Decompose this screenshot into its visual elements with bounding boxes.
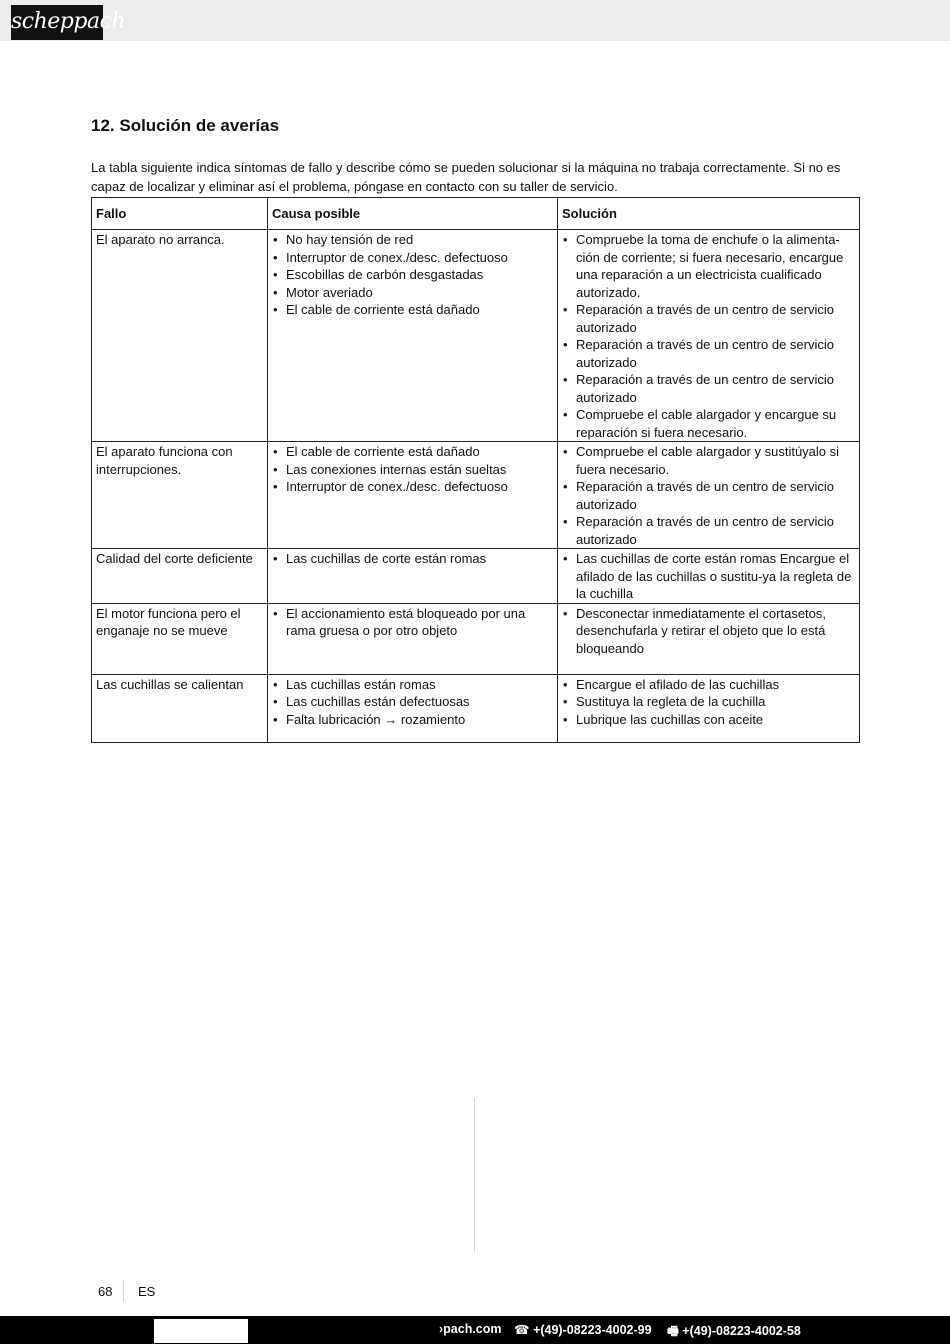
scheppach-logo: scheppach: [11, 5, 103, 40]
fault-cell: Las cuchillas se calientan: [92, 674, 268, 742]
header-bar: [0, 0, 950, 41]
cause-item: • El accionamiento está bloqueado por una rama gruesa o por otro objeto: [272, 605, 553, 640]
cause-item: • Las conexiones internas están sueltas: [272, 461, 553, 479]
table-row: [92, 549, 860, 604]
footer-phone: [514, 1322, 652, 1337]
section-title: 12. Solución de averías: [91, 116, 280, 135]
intro-paragraph: La tabla siguiente indica síntomas de fallo y describe cómo se pueden solucionar si la máquina no trabaja correctamente. Si no es capaz de localizar y eliminar así el problema, póngase en contacto con su taller de servicio.: [91, 160, 841, 194]
cause-item: • Falta lubricación → rozamiento: [272, 711, 553, 729]
cause-item: • Las cuchillas están defectuosas: [272, 693, 553, 711]
footer-bar: [0, 1316, 950, 1344]
solution-cell: [558, 549, 860, 604]
solution-item: • Sustituya la regleta de la cuchilla: [562, 693, 855, 711]
fault-cell: Calidad del corte deficiente: [92, 549, 268, 604]
solution-item: • Desconectar inmediatamente el cortasetos, desenchufarla y retirar el objeto que lo está bloqueando: [562, 605, 855, 658]
phone-number: +(49)-08223-4002-99: [533, 1323, 652, 1337]
table-header-row: [92, 198, 860, 230]
cause-item: • Interruptor de conex./desc. defectuoso: [272, 478, 553, 496]
cause-cell: [268, 549, 558, 604]
header-solution: Solución: [558, 198, 860, 230]
center-divider: [474, 1098, 475, 1253]
solution-item: • Reparación a través de un centro de servicio autorizado: [562, 336, 855, 371]
footer-fax: [667, 1322, 801, 1343]
phone-icon: ☎: [514, 1323, 530, 1337]
website-link[interactable]: ›pach.com: [439, 1322, 502, 1336]
solution-item: • Reparación a través de un centro de servicio autorizado: [562, 513, 855, 548]
solution-item: • Lubrique las cuchillas con aceite: [562, 711, 855, 729]
header-fault: Fallo: [92, 198, 268, 230]
fault-cell: El motor funciona pero el enganaje no se mueve: [92, 603, 268, 674]
fault-cell: El aparato no arranca.: [92, 230, 268, 442]
solution-item: • Encargue el afilado de las cuchillas: [562, 676, 855, 694]
header-cause: Causa posible: [268, 198, 558, 230]
cause-item: • Las cuchillas están romas: [272, 676, 553, 694]
solution-cell: [558, 674, 860, 742]
table-row: [92, 442, 860, 549]
cause-item: • Escobillas de carbón desgastadas: [272, 266, 553, 284]
cause-cell: [268, 230, 558, 442]
solution-item: • Reparación a través de un centro de servicio autorizado: [562, 478, 855, 513]
cause-cell: [268, 674, 558, 742]
fault-cell: El aparato funciona con interrupciones.: [92, 442, 268, 549]
fax-icon: 🖷: [667, 1324, 679, 1338]
solution-item: • Compruebe el cable alargador y encargue su reparación si fuera necesario.: [562, 406, 855, 441]
solution-item: • Reparación a través de un centro de servicio autorizado: [562, 371, 855, 406]
cause-item: • El cable de corriente está dañado: [272, 301, 553, 319]
cause-item: • Las cuchillas de corte están romas: [272, 550, 553, 568]
cause-item: • Motor averiado: [272, 284, 553, 302]
page-number: 68: [98, 1284, 113, 1299]
solution-cell: [558, 442, 860, 549]
solution-cell: [558, 603, 860, 674]
table-row: [92, 603, 860, 674]
table-row: [92, 674, 860, 742]
solution-item: • Compruebe el cable alargador y sustitúyalo si fuera necesario.: [562, 443, 855, 478]
cause-item: • No hay tensión de red: [272, 231, 553, 249]
solution-item: • Reparación a través de un centro de servicio autorizado: [562, 301, 855, 336]
cause-item: • El cable de corriente está dañado: [272, 443, 553, 461]
cause-cell: [268, 442, 558, 549]
fax-number: +(49)-08223-4002-58: [682, 1324, 801, 1338]
troubleshooting-table: [91, 197, 860, 743]
page-number-divider: [123, 1280, 124, 1302]
language-code: ES: [138, 1284, 156, 1299]
footer-white-box: [154, 1319, 248, 1343]
cause-item: • Interruptor de conex./desc. defectuoso: [272, 249, 553, 267]
solution-cell: [558, 230, 860, 442]
cause-cell: [268, 603, 558, 674]
solution-item: • Las cuchillas de corte están romas Encargue el afilado de las cuchillas o sustitu-ya la regleta de la cuchilla: [562, 550, 855, 603]
table-row: [92, 230, 860, 442]
solution-item: • Compruebe la toma de enchufe o la alimenta-ción de corriente; si fuera necesario, encargue una reparación a un electricista cualificado autorizado.: [562, 231, 855, 301]
